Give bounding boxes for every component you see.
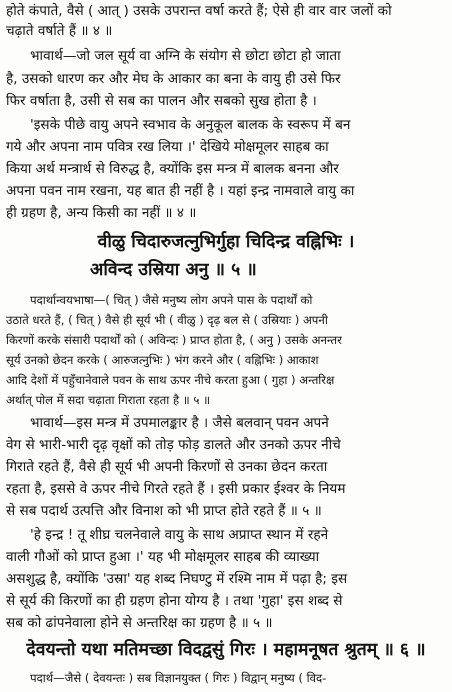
- text-line: रहता है, इससे वे ऊपर नीचे गिरते रहते हैं । इसी प्रकार ईश्वर के नियम: [6, 481, 346, 497]
- quote-line: 'हे इन्द्र ! तू शीघ्र चलनेवाले वायु के साथ अप्राप्त स्थान में रहने: [30, 527, 329, 543]
- padartha-line: किरणों करके संसारी पदार्थों को ( अविन्दः ) प्राप्त होता है, ( अनु ) उसके अनन्तर: [6, 333, 342, 347]
- text-line: ही ग्रहण है, अन्य किसी का नहीं ॥ ४ ॥: [6, 205, 197, 221]
- text-line: है, उसको धारण कर और मेघ के आकार का बना के वायु ही उसे फिर: [6, 71, 341, 87]
- mantra-line: वीळु चिदारुजत्नुभिर्गुहा चिदिन्द्र वह्निभिः ।: [97, 232, 355, 252]
- padartha-line: आदि देशों में पहुँचानेवाले पवन के साथ ऊपर नीचे करता हुआ ( गुहा ) अन्तरिक्ष: [6, 373, 335, 387]
- padartha-line: सूर्य उनको छेदन करके ( आरुजत्नुभिः ) भंग करने और ( वह्निभिः ) आकाश: [6, 353, 319, 367]
- text-line: गिराते रहते हैं, वैसे ही सूर्य भी अपनी किरणों से उनका छेदन करता: [6, 459, 328, 475]
- padartha-line: पदार्थ—जैसे ( देवयन्तः ) सब विज्ञानयुक्त ( गिरः ) विद्वान् मनुष्य ( विद-: [30, 671, 327, 685]
- padartha-line: पदार्थान्वयभाषा—( चित् ) जैसे मनुष्य लोग अपने पास के पदार्थों को: [30, 293, 313, 307]
- text-line: फिर वर्षाता है, उसी से सब का पालन और सबको सुख होता है ।: [6, 93, 317, 109]
- text-line: गये और अपना नाम पवित्र रख लिया ।' देखिये मोक्षमूलर साहब का: [6, 139, 329, 155]
- text-line: से सूर्य की किरणों का ही ग्रहण होना योग्य है । तथा 'गुहा' इस शब्द से: [6, 593, 343, 609]
- text-line: वेग से भारी-भारी दृढ़ वृक्षों को तोड़ फोड़ डालते और उनको ऊपर नीचे: [6, 437, 341, 453]
- mantra-line: अविन्द उस्रिया अनु ॥ ५ ॥: [90, 260, 257, 280]
- padartha-line: अर्थात् पोल में सदा चढ़ाता गिराता रहता है ॥ ५ ॥: [6, 393, 211, 407]
- text-line: किया अर्थ मन्त्रार्थ से विरुद्ध है, क्योंकि इस मन्त्र में बालक बनना और: [6, 161, 339, 177]
- padartha-line: उठाते धरते हैं, ( चित् ) वैसे ही सूर्य भी ( वीळु ) दृढ़ बल से ( उस्रियाः ) अपनी: [6, 313, 328, 327]
- text-line: होते कंपाते, वैसे ( आत् ) उसके उपरान्त वर्षा करते हैं; ऐसे ही वार वार जलों को: [6, 3, 392, 19]
- text-line: से सब पदार्थ उत्पत्ति और विनाश को भी प्राप्त होते रहते हैं ॥ ५ ॥: [6, 503, 322, 519]
- text-line: वाली गौओं को प्राप्त हुआ ।' यह भी मोक्षमूलर साहब की व्याख्या: [6, 549, 320, 565]
- mantra-line: देवयन्तो यथा मतिमच्छा विदद्वसुं गिरः । महामनूषत श्रुतम् ॥ ६ ॥: [26, 640, 426, 660]
- text-line: असशुद्ध है, क्योंकि 'उस्रा' यह शब्द निघण्टु में रश्मि नाम में पढ़ा है; इस: [6, 571, 348, 587]
- text-line: सब को ढांपनेवाला होने से अन्तरिक्ष का ग्रहण है ॥ ५ ॥: [6, 615, 273, 631]
- bhavartha-line: भावार्थ—जो जल सूर्य वा अग्नि के संयोग से छोटा छोटा हो जाता: [30, 48, 341, 64]
- text-line: अपना पवन नाम रखना, यह बात ही नहीं है । यहां इन्द्र नामवाले वायु का: [6, 183, 355, 199]
- quote-line: 'इसके पीछे वायु अपने स्वभाव के अनुकूल बालक के स्वरूप में बन: [30, 117, 351, 133]
- bhavartha-line: भावार्थ—इस मन्त्र में उपमालङ्कार है । जैसे बलवान् पवन अपने: [30, 415, 329, 431]
- text-line: चढ़ाते वर्षाते हैं ॥ ४ ॥: [6, 23, 113, 39]
